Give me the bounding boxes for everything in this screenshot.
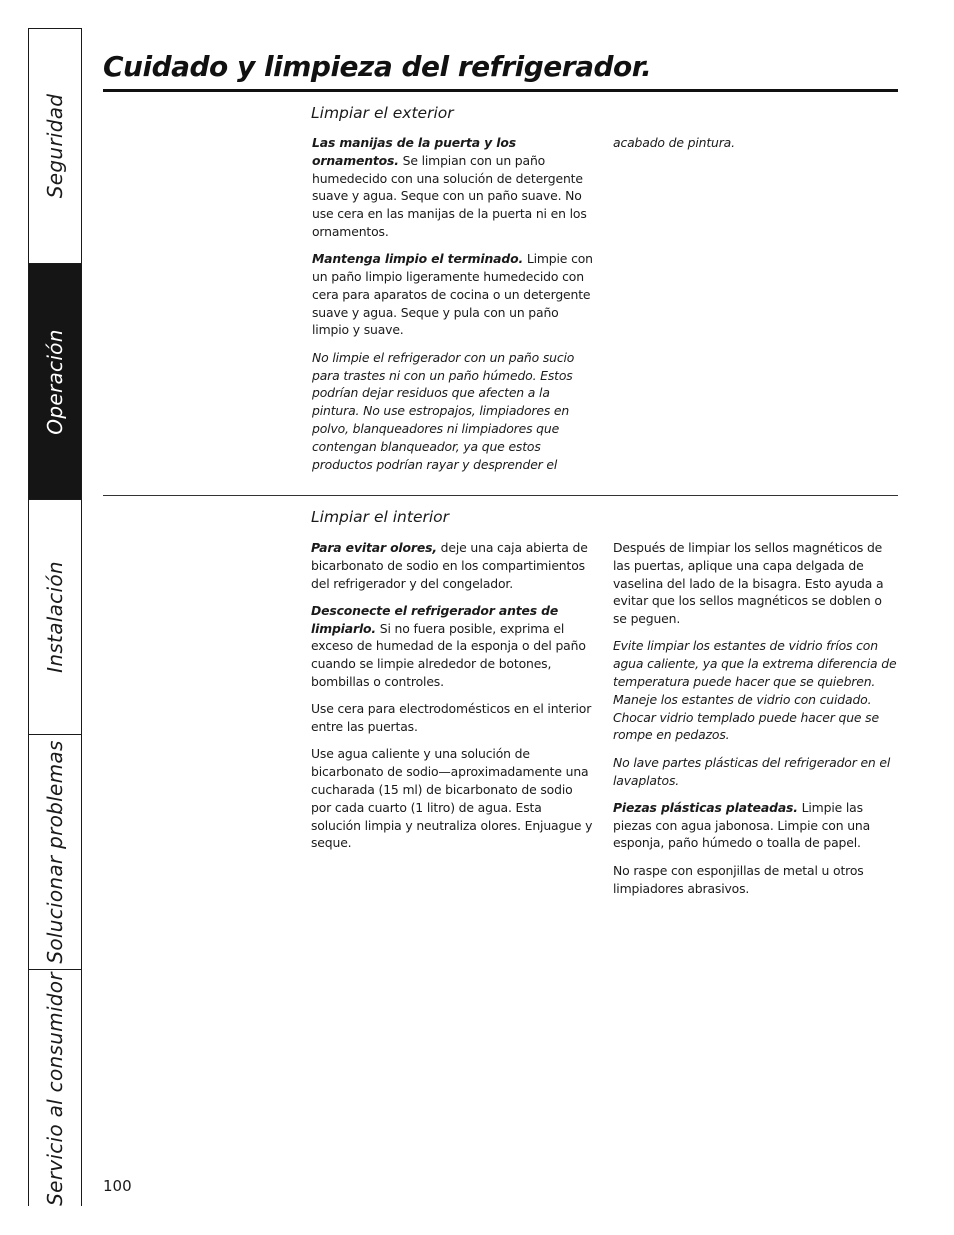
interior-column-left xyxy=(311,539,595,862)
paragraph-text: Limpie las piezas con agua jabonosa. Limpie con una esponja, paño húmedo o toalla de papel. xyxy=(613,799,871,851)
tab-label: Instalación xyxy=(43,561,67,673)
paragraph-lead: Mantenga limpio el terminado. xyxy=(312,251,524,267)
paragraph-continued: acabado de pintura. xyxy=(613,135,735,150)
paragraph xyxy=(312,250,596,339)
tab-label: Servicio al consumidor xyxy=(43,971,67,1206)
section-divider xyxy=(103,495,898,496)
paragraph-lead: Para evitar olores, xyxy=(311,540,437,555)
exterior-column-left xyxy=(312,134,596,483)
section-heading-exterior: Limpiar el exterior xyxy=(311,104,454,122)
paragraph: No raspe con esponjillas de metal u otros limpiadores abrasivos. xyxy=(613,862,864,896)
paragraph-text: Se limpian con un paño humedecido con una solución de detergente suave y agua. Seque con un paño suave. No use cera en las manijas de la puerta ni en los ornamentos. xyxy=(312,152,587,239)
exterior-column-right xyxy=(613,134,897,161)
paragraph xyxy=(311,539,595,592)
paragraph xyxy=(312,134,596,241)
page-number: 100 xyxy=(103,1177,132,1195)
interior-column-right xyxy=(613,539,897,907)
tab-operacion[interactable] xyxy=(29,264,81,500)
page-title: Cuidado y limpieza del refrigerador. xyxy=(103,50,652,83)
section-heading-interior: Limpiar el interior xyxy=(311,508,450,526)
tab-instalacion[interactable] xyxy=(29,500,81,735)
tab-servicio-al-consumidor[interactable] xyxy=(29,970,81,1207)
paragraph xyxy=(613,799,897,852)
section-tabs xyxy=(28,28,82,1206)
paragraph-warning: No limpie el refrigerador con un paño sucio para trastes ni con un paño húmedo. Estos podrían dejar residuos que afecten a la pintura. No use estropajos, limpiadores en polvo, blanqueadores ni limpiadores que contengan blanqueador, ya que estos productos podrían rayar y desprender el xyxy=(312,349,575,472)
title-divider xyxy=(103,89,898,92)
tab-label: Operación xyxy=(43,328,67,435)
paragraph-lead: Desconecte el refrigerador antes de limpiarlo. xyxy=(311,602,559,636)
paragraph-text: deje una caja abierta de bicarbonato de sodio en los compartimientos del refrigerador y del congelador. xyxy=(311,540,588,591)
paragraph: Después de limpiar los sellos magnéticos de las puertas, aplique una capa delgada de vaselina del lado de la bisagra. Esto ayuda a evitar que los sellos magnéticos se doblen o se peguen. xyxy=(613,540,884,627)
paragraph-text: Si no fuera posible, exprima el exceso de humedad de la esponja o del paño cuando se limpie alrededor de botones, bombillas o controles. xyxy=(311,620,586,690)
tab-seguridad[interactable] xyxy=(29,29,81,264)
paragraph-warning: No lave partes plásticas del refrigerador en el lavaplatos. xyxy=(613,754,891,788)
tab-label: Seguridad xyxy=(43,93,67,199)
paragraph-lead: Las manijas de la puerta y los ornamentos. xyxy=(312,135,516,168)
paragraph xyxy=(311,602,595,691)
tab-solucionar-problemas[interactable] xyxy=(29,735,81,970)
paragraph: Use agua caliente y una solución de bicarbonato de sodio—aproximadamente una cucharada (15 ml) de bicarbonato de sodio por cada cuarto (1 litro) de agua. Esta solución limpia y neutraliza olores. Enjuague y seque. xyxy=(311,746,593,851)
paragraph-text: Limpie con un paño limpio ligeramente humedecido con cera para aparatos de cocina o un detergente suave y agua. Seque y pula con un paño limpio y suave. xyxy=(312,251,593,338)
tab-label: Solucionar problemas xyxy=(43,740,67,964)
paragraph-lead: Piezas plásticas plateadas. xyxy=(613,799,798,815)
paragraph-warning: Evite limpiar los estantes de vidrio fríos con agua caliente, ya que la extrema diferencia de temperatura puede hacer que se quiebren. Maneje los estantes de vidrio con cuidado. Chocar vidrio templado puede hacer que se rompe en pedazos. xyxy=(613,638,897,743)
paragraph: Use cera para electrodomésticos en el interior entre las puertas. xyxy=(311,701,592,735)
